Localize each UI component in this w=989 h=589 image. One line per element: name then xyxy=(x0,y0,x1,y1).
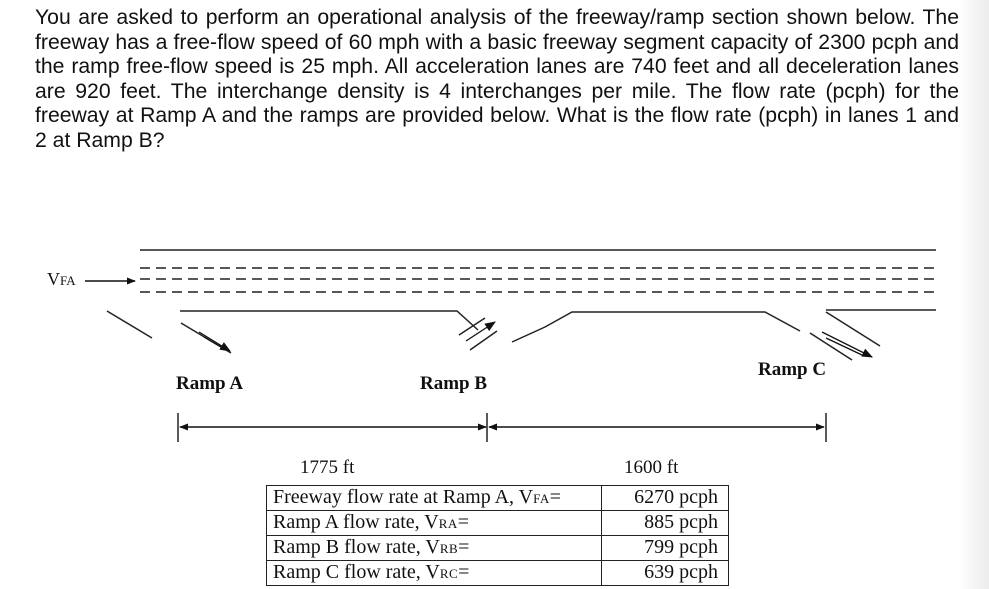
ramp-a-label: Ramp A xyxy=(176,373,244,394)
table-cell-value: 799 pcph xyxy=(602,536,729,561)
ramp-b-edge-2 xyxy=(470,331,497,350)
flow-rate-table xyxy=(266,485,729,586)
table-cell-label: Ramp C flow rate, VRC= xyxy=(267,561,602,586)
dim-label-bc: 1600 ft xyxy=(624,457,679,478)
ramp-a-edge-1 xyxy=(107,311,152,338)
table-cell-value: 639 pcph xyxy=(602,561,729,586)
table-cell-label: Ramp B flow rate, VRB= xyxy=(267,536,602,561)
ramp-b-edge-1 xyxy=(459,318,485,335)
ramp-b-label: Ramp B xyxy=(420,373,488,394)
table-cell-label: Ramp A flow rate, VRA= xyxy=(267,511,602,536)
table-row xyxy=(267,511,729,536)
dim-label-ab: 1775 ft xyxy=(300,457,355,478)
freeway-bottom-edge xyxy=(180,311,478,330)
ramp-a-arrow-2 xyxy=(204,337,226,350)
ramp-b-arrow xyxy=(466,322,495,341)
page-edge-shadow xyxy=(959,0,989,589)
table-row xyxy=(267,561,729,586)
table-cell-value: 885 pcph xyxy=(602,511,729,536)
table-cell-label: Freeway flow rate at Ramp A, VFA= xyxy=(267,486,602,511)
problem-statement: You are asked to perform an operational analysis of the freeway/ramp section shown below. The freeway has a free-flow speed of 60 mph with a basic freeway segment capacity of 2300 pcph and the ramp free-flow speed is 25 mph. All acceleration lanes are 740 feet and all deceleration lanes are 920 feet. The interchange density is 4 interchanges per mile. The flow rate (pcph) for the freeway at Ramp A and the ramps are provided below. What is the flow rate (pcph) in lanes 1 and 2 at Ramp B? xyxy=(35,6,959,152)
ramp-a-arrow-1 xyxy=(199,332,230,351)
table-row xyxy=(267,486,729,511)
freeway-bottom-edge-mid xyxy=(512,312,800,342)
vfa-label: VFA xyxy=(47,269,76,289)
ramp-c-edge-2 xyxy=(826,312,880,346)
table-row xyxy=(267,536,729,561)
table-cell-value: 6270 pcph xyxy=(602,486,729,511)
ramp-c-label: Ramp C xyxy=(758,359,827,380)
